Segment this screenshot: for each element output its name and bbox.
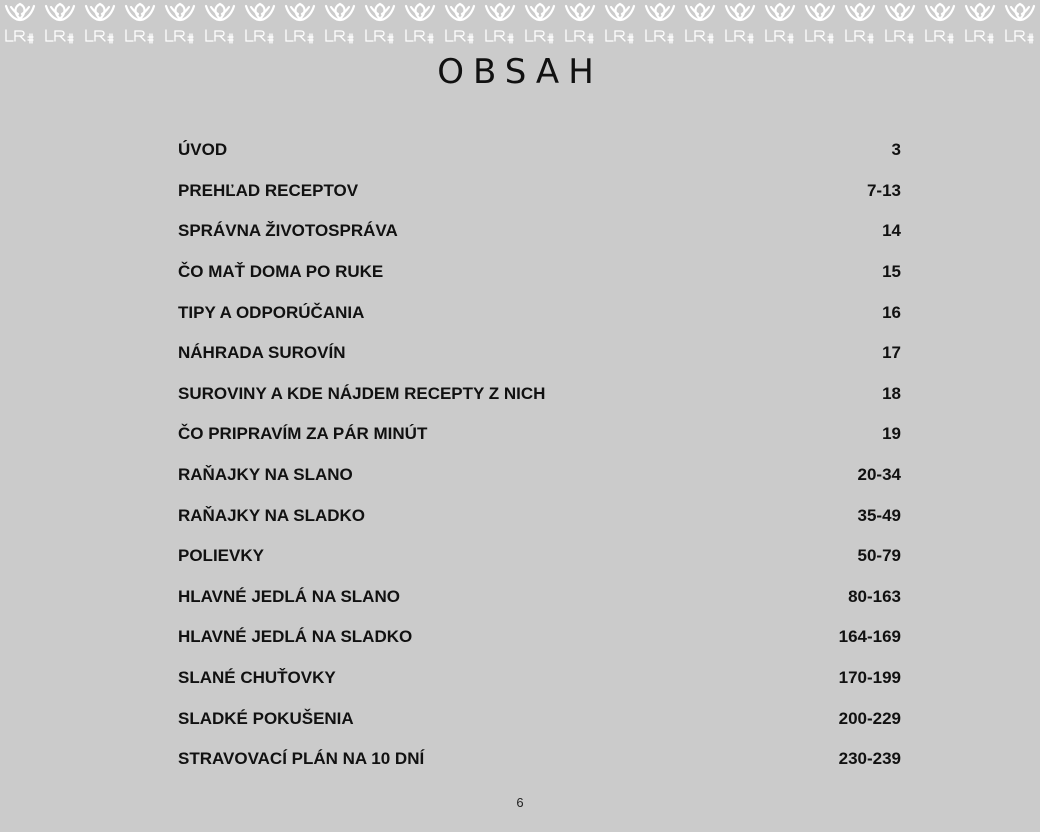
toc-entry-label: RAŇAJKY NA SLANO	[178, 465, 353, 485]
toc-entry-label: POLIEVKY	[178, 546, 264, 566]
toc-entry-label: SLANÉ CHUŤOVKY	[178, 668, 336, 688]
toc-entry-pages: 7-13	[866, 180, 901, 200]
toc-entry-label: PREHĽAD RECEPTOV	[178, 180, 359, 200]
toc-entry	[178, 577, 901, 618]
toc-entry	[178, 211, 901, 252]
toc-entry-label: RAŇAJKY NA SLADKO	[178, 505, 366, 525]
toc-entry-pages: 20-34	[857, 465, 901, 485]
toc-entry-label: SLADKÉ POKUŠENIA	[178, 708, 354, 728]
toc-entry	[178, 333, 901, 374]
toc-entry-pages: 200-229	[838, 708, 901, 728]
toc-entry-pages: 35-49	[857, 505, 901, 525]
toc-entry	[178, 414, 901, 455]
toc-entry-pages: 170-199	[838, 668, 901, 688]
toc-entry-pages: 164-169	[838, 627, 901, 647]
toc-entry-pages: 80-163	[848, 586, 901, 606]
toc-entry-label: ÚVOD	[178, 140, 228, 160]
toc-entry	[178, 495, 901, 536]
toc-entry-pages: 50-79	[857, 546, 901, 566]
toc-entry	[178, 171, 901, 212]
toc-entry-pages: 18	[882, 383, 901, 403]
toc-entry-label: SUROVINY A KDE NÁJDEM RECEPTY Z NICH	[178, 383, 546, 403]
toc-entry-pages: 3	[891, 140, 901, 160]
toc-entry-label: SPRÁVNA ŽIVOTOSPRÁVA	[178, 221, 398, 241]
toc-entry	[178, 658, 901, 699]
toc-entry-pages: 230-239	[838, 749, 901, 769]
toc-entry-label: ČO PRIPRAVÍM ZA PÁR MINÚT	[178, 424, 428, 444]
toc-entry-label: ČO MAŤ DOMA PO RUKE	[178, 262, 384, 282]
toc-entry	[178, 130, 901, 171]
toc-entry	[178, 455, 901, 496]
page-title: OBSAH	[437, 52, 603, 92]
page-number: 6	[516, 795, 524, 810]
toc-entry-label: NÁHRADA SUROVÍN	[178, 343, 346, 363]
toc-entry	[178, 292, 901, 333]
toc-entry	[178, 739, 901, 780]
toc-entry	[178, 374, 901, 415]
toc-entry-pages: 15	[882, 262, 901, 282]
toc-entry-pages: 14	[882, 221, 901, 241]
toc-entry-label: TIPY A ODPORÚČANIA	[178, 302, 365, 322]
toc-entry-pages: 19	[882, 424, 901, 444]
toc-entry-pages: 16	[882, 302, 901, 322]
header-pattern	[0, 0, 1040, 48]
toc-entry	[178, 698, 901, 739]
toc-entry	[178, 617, 901, 658]
table-of-contents	[178, 130, 901, 780]
toc-entry	[178, 252, 901, 293]
toc-entry-label: HLAVNÉ JEDLÁ NA SLADKO	[178, 627, 413, 647]
toc-entry	[178, 536, 901, 577]
toc-entry-label: HLAVNÉ JEDLÁ NA SLANO	[178, 586, 400, 606]
toc-entry-label: STRAVOVACÍ PLÁN NA 10 DNÍ	[178, 749, 425, 769]
toc-entry-pages: 17	[882, 343, 901, 363]
